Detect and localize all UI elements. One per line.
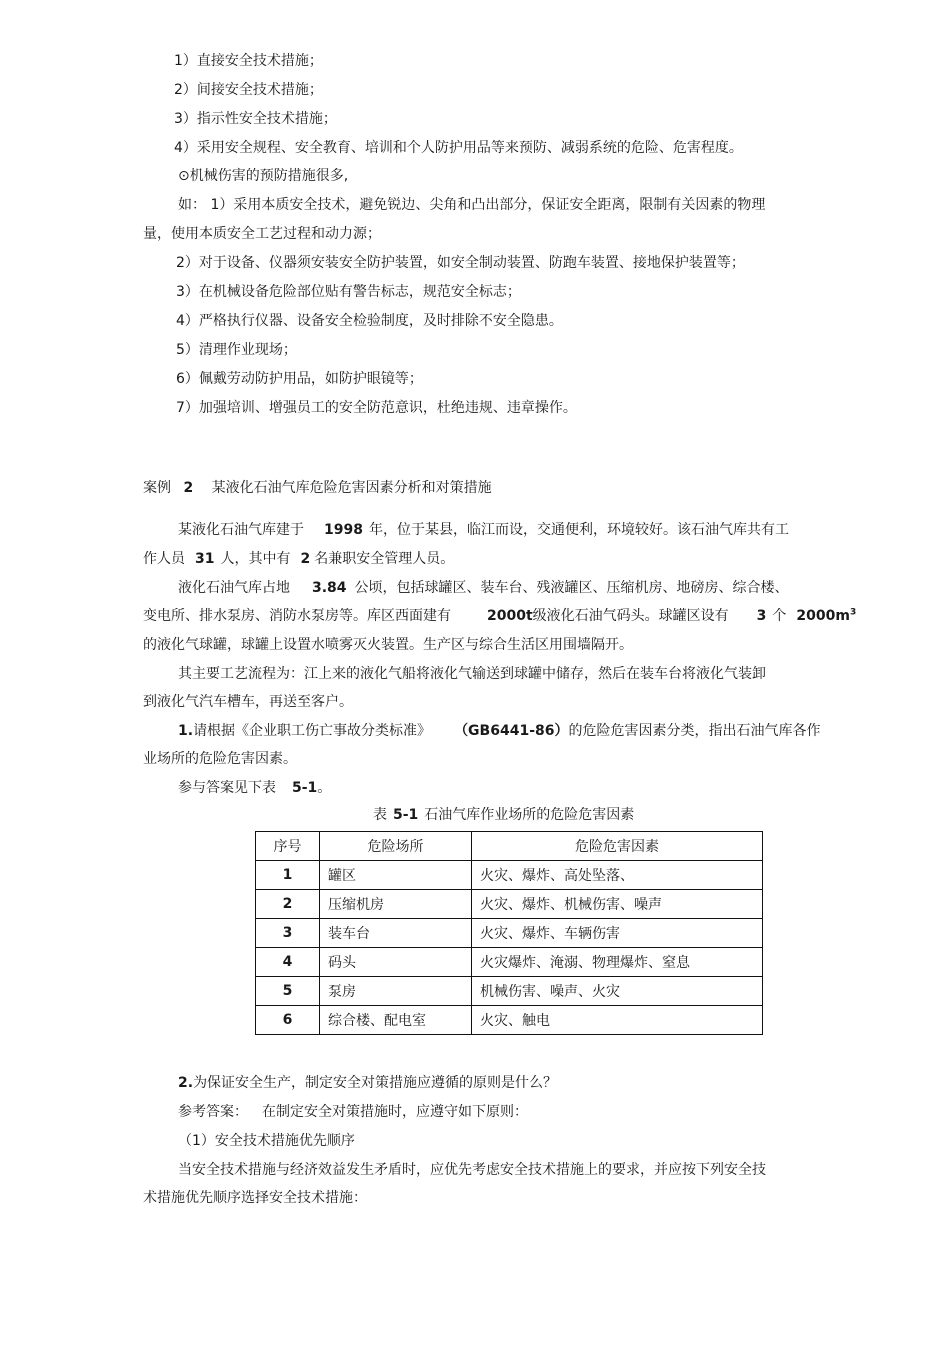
list-item: 2）间接安全技术措施；	[174, 82, 323, 98]
mech-item: 5）清理作业现场；	[176, 342, 297, 358]
list-item: 3）指示性安全技术措施；	[174, 111, 337, 127]
mech-item: 2）对于设备、仪器须安装安全防护装置，如安全制动装置、防跑车装置、接地保护装置等；	[176, 255, 745, 271]
table-number: 5-1	[393, 807, 419, 823]
tank-volume: 2000m	[796, 608, 850, 624]
text: 人，其中有	[220, 551, 291, 567]
text: 请根据《企业职工伤亡事故分类标准》	[193, 723, 432, 739]
case-title: 某液化石油气库危险危害因素分析和对策措施	[211, 480, 492, 496]
tank-count: 3	[756, 608, 767, 624]
cell-hazards: 火灾、爆炸、机械伤害、噪声	[472, 890, 763, 919]
paragraph-3-line-1: 其主要工艺流程为：江上来的液化气船将液化气输送到球罐中储存，然后在装车台将液化气装卸	[178, 666, 766, 682]
dock-size: 2000t	[487, 608, 533, 624]
cell-hazards: 火灾、爆炸、车辆伤害	[472, 919, 763, 948]
staff-count: 31	[195, 551, 215, 567]
text: 个	[772, 608, 787, 624]
paragraph-1-line-1	[178, 521, 789, 539]
body-line-1: 当安全技术措施与经济效益发生矛盾时，应优先考虑安全技术措施上的要求，并应按下列安全技	[178, 1162, 766, 1178]
paragraph-2-line-1	[178, 579, 789, 597]
question-number: 2.	[178, 1075, 194, 1091]
mech-item-1-cont: 量，使用本质安全工艺过程和动力源；	[143, 226, 381, 242]
table-row	[256, 861, 763, 890]
cell-hazards: 火灾爆炸、淹溺、物理爆炸、窒息	[472, 948, 763, 977]
paragraph-2-line-2	[143, 607, 856, 625]
manager-count: 2	[300, 551, 311, 567]
table-row	[256, 919, 763, 948]
mech-item: 7）加强培训、增强员工的安全防范意识，杜绝违规、违章操作。	[176, 400, 577, 416]
cell-hazards: 火灾、爆炸、高处坠落、	[472, 861, 763, 890]
text: 。	[317, 780, 332, 796]
text: 为保证安全生产，制定安全对策措施应遵循的原则是什么？	[193, 1075, 558, 1091]
answer-reference	[178, 779, 331, 797]
list-item: 1）直接安全技术措施；	[174, 53, 323, 69]
standard-code: （GB6441-86）	[461, 723, 569, 739]
subheading: （1）安全技术措施优先顺序	[178, 1133, 355, 1149]
case-label: 案例	[143, 480, 171, 496]
text: 表	[373, 807, 387, 823]
table-row	[256, 948, 763, 977]
text: 年，位于某县，临江而设，交通便利，环境较好。该石油气库共有工	[368, 522, 789, 538]
question-1	[178, 722, 820, 740]
mech-item-1: 如： 1）采用本质安全技术，避免锐边、尖角和凸出部分，保证安全距离，限制有关因素的物理	[178, 197, 766, 213]
cell-index: 4	[256, 948, 320, 977]
cell-index: 5	[256, 977, 320, 1006]
text: 作人员	[143, 551, 185, 567]
list-item: 4）采用安全规程、安全教育、培训和个人防护用品等来预防、减弱系统的危险、危害程度。	[174, 140, 743, 156]
cell-location: 压缩机房	[320, 890, 472, 919]
text: 液化石油气库占地	[178, 580, 290, 596]
question-2	[178, 1074, 557, 1092]
cell-hazards: 机械伤害、噪声、火灾	[472, 977, 763, 1006]
answer-label: 参考答案：	[178, 1104, 248, 1120]
superscript: 3	[849, 607, 857, 618]
text: 的危险危害因素分类，指出石油气库各作	[568, 723, 821, 739]
cell-location: 罐区	[320, 861, 472, 890]
header-cell: 危险危害因素	[472, 832, 763, 861]
table-ref: 5-1	[292, 780, 318, 796]
mech-intro: ⊙机械伤害的预防措施很多,	[178, 168, 349, 184]
cell-location: 泵房	[320, 977, 472, 1006]
text: 在制定安全对策措施时，应遵守如下原则：	[262, 1104, 528, 1120]
cell-index: 3	[256, 919, 320, 948]
mech-item: 3）在机械设备危险部位贴有警告标志，规范安全标志；	[176, 284, 521, 300]
hazard-table	[255, 831, 763, 1035]
text: 石油气库作业场所的危险危害因素	[424, 807, 635, 823]
text: 变电所、排水泵房、消防水泵房等。库区西面建有	[143, 608, 451, 624]
table-caption	[373, 806, 634, 824]
case-heading	[143, 479, 492, 497]
body-line-2: 术措施优先顺序选择安全技术措施：	[143, 1190, 367, 1206]
text: 参与答案见下表	[178, 780, 276, 796]
header-cell: 危险场所	[320, 832, 472, 861]
cell-index: 1	[256, 861, 320, 890]
cell-location: 综合楼、配电室	[320, 1006, 472, 1035]
table-row	[256, 890, 763, 919]
paragraph-1-line-2	[143, 550, 454, 568]
cell-index: 6	[256, 1006, 320, 1035]
text: 公顷，包括球罐区、装车台、残液罐区、压缩机房、地磅房、综合楼、	[354, 580, 789, 596]
area: 3.84	[312, 580, 347, 596]
mech-item: 6）佩戴劳动防护用品，如防护眼镜等；	[176, 371, 423, 387]
table-header-row	[256, 832, 763, 861]
cell-index: 2	[256, 890, 320, 919]
table-row	[256, 1006, 763, 1035]
question-number: 1.	[178, 723, 194, 739]
case-number: 2	[183, 480, 194, 496]
paragraph-3-line-2: 到液化气汽车槽车，再送至客户。	[143, 694, 353, 710]
table-row	[256, 977, 763, 1006]
cell-location: 装车台	[320, 919, 472, 948]
header-cell: 序号	[256, 832, 320, 861]
answer-2	[178, 1103, 528, 1121]
text: 某液化石油气库建于	[178, 522, 304, 538]
cell-location: 码头	[320, 948, 472, 977]
text: 名兼职安全管理人员。	[314, 551, 455, 567]
year: 1998	[324, 522, 363, 538]
question-1-cont: 业场所的危险危害因素。	[143, 751, 297, 767]
paragraph-2-line-3: 的液化气球罐，球罐上设置水喷雾灭火装置。生产区与综合生活区用围墙隔开。	[143, 637, 633, 653]
mech-item: 4）严格执行仪器、设备安全检验制度，及时排除不安全隐患。	[176, 313, 563, 329]
cell-hazards: 火灾、触电	[472, 1006, 763, 1035]
text: 级液化石油气码头。球罐区设有	[532, 608, 729, 624]
